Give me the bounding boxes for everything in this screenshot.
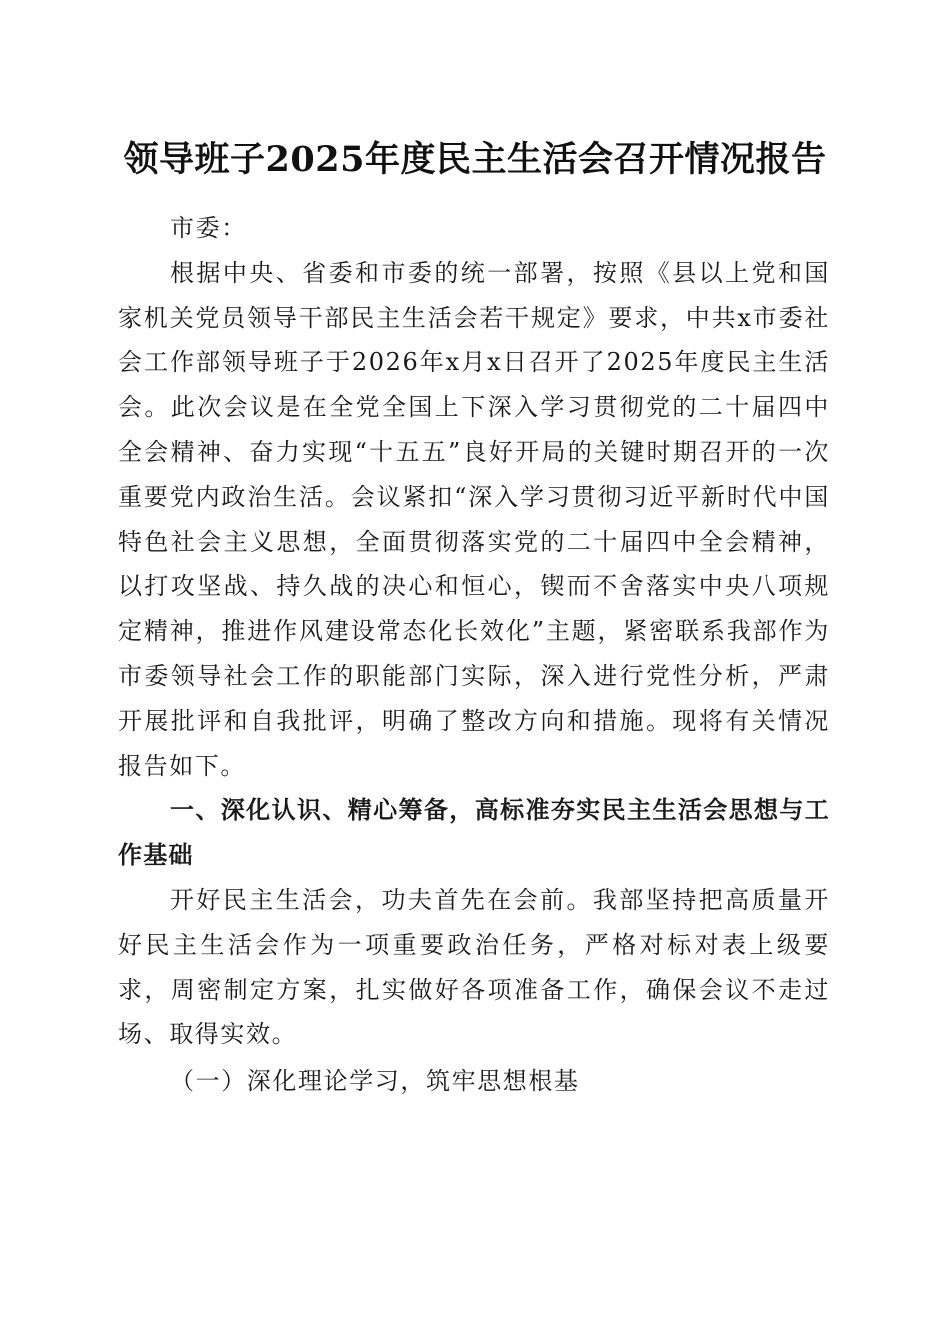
intro-paragraph: 根据中央、省委和市委的统一部署，按照《县以上党和国家机关党员领导干部民主生活会若干规定》要求，中共x市委社会工作部领导班子于2026年x月x日召开了2025年度民主生活会。此次会议是在全党全国上下深入学习贯彻党的二十届四中全会精神、奋力实现“十五五”良好开局的关键时期召开的一次重要党内政治生活。会议紧扣“深入学习贯彻习近平新时代中国特色社会主义思想，全面贯彻落实党的二十届四中全会精神，以打攻坚战、持久战的决心和恒心，锲而不舍落实中央八项规定精神，推进作风建设常态化长效化”主题，紧密联系我部作为市委领导社会工作的职能部门实际，深入进行党性分析，严肃开展批评和自我批评，明确了整改方向和措施。现将有关情况报告如下。	[118, 258, 830, 780]
subsection-heading-1: （一）深化理论学习，筑牢思想根基	[170, 1067, 580, 1096]
section-heading-1: 一、深化认识、精心筹备，高标准夯实民主生活会思想与工作基础	[118, 796, 830, 870]
section-1-paragraph: 开好民主生活会，功夫首先在会前。我部坚持把高质量开好民主生活会作为一项重要政治任务，严格对标对表上级要求，周密制定方案，扎实做好各项准备工作，确保会议不走过场、取得实效。	[118, 885, 830, 1049]
document-title: 领导班子2025年度民主生活会召开情况报告	[123, 139, 827, 180]
document-body	[118, 206, 830, 1104]
salutation: 市委：	[170, 214, 247, 242]
